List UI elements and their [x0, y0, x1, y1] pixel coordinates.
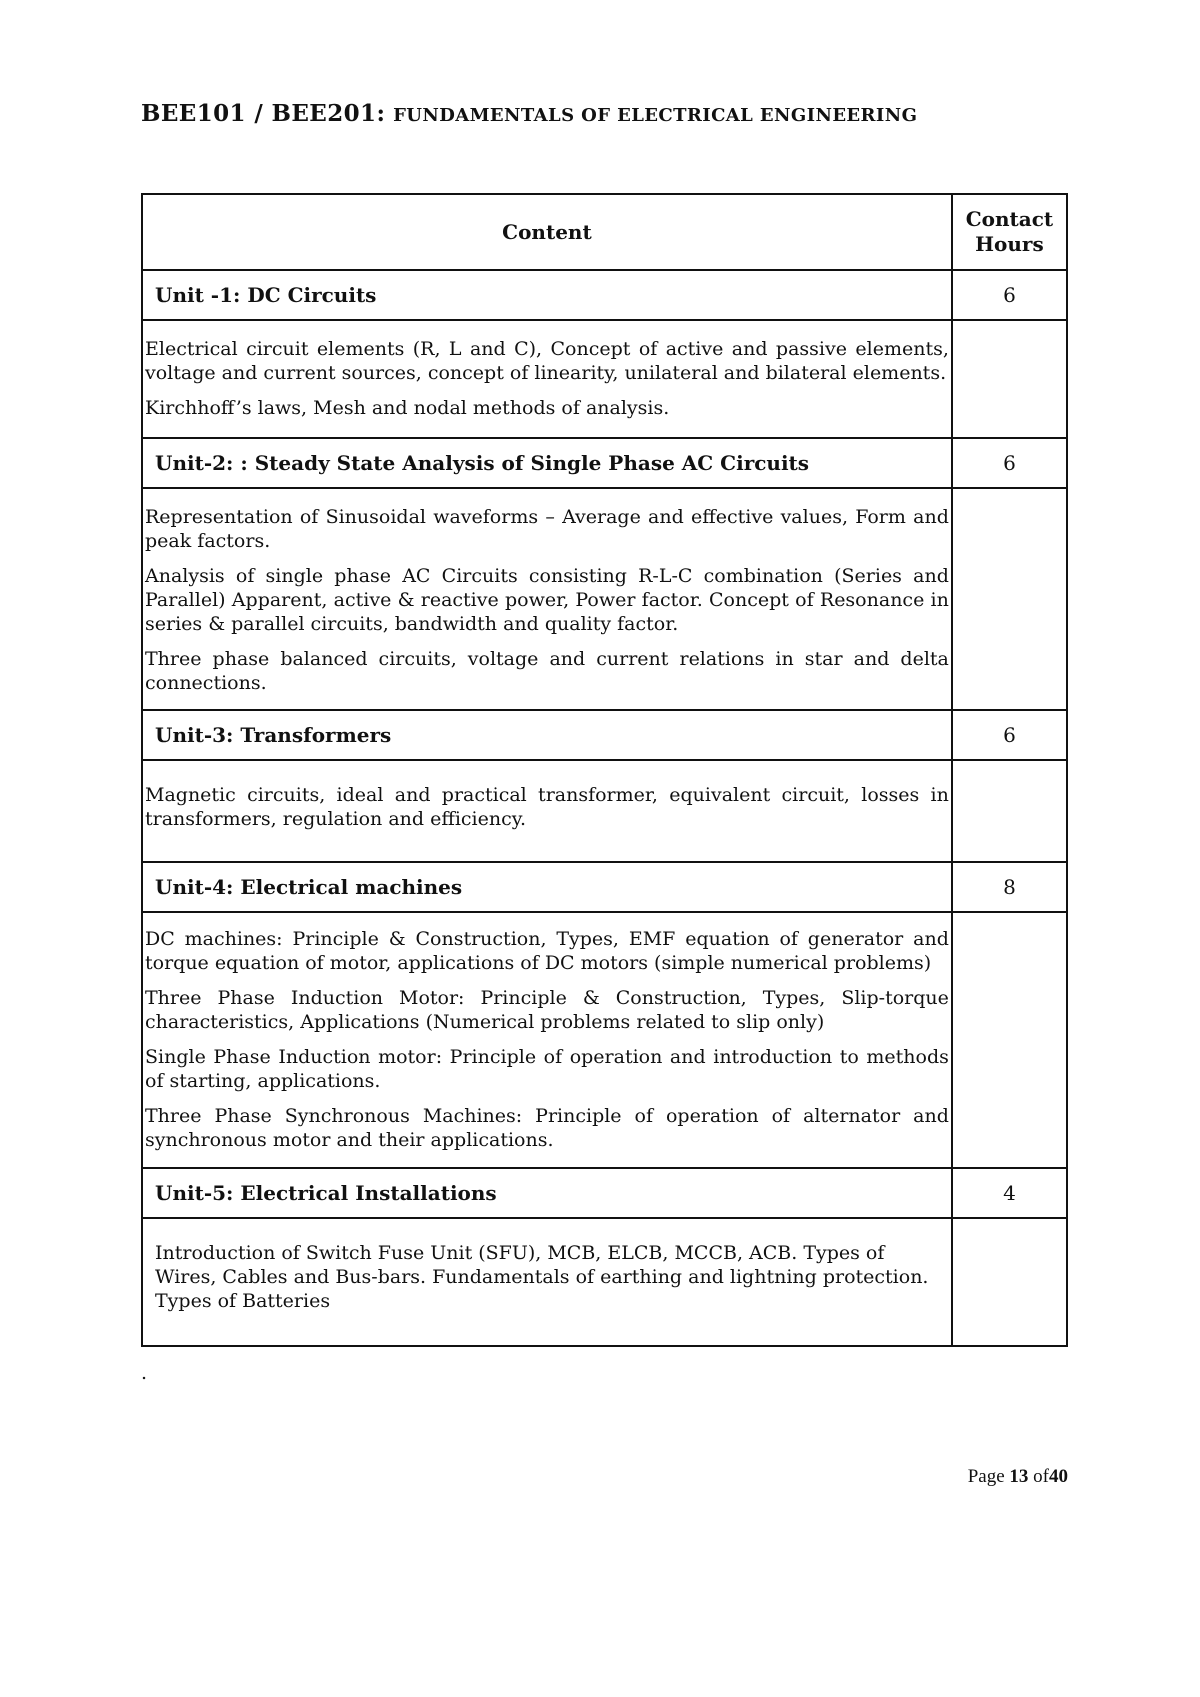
unit-row — [142, 438, 1067, 488]
unit-description-row — [142, 1218, 1067, 1346]
unit-hours: 6 — [952, 710, 1067, 760]
description-paragraph: Three phase balanced circuits, voltage and current relations in star and delta connections. — [145, 648, 949, 694]
course-code: BEE101 / BEE201: — [141, 100, 386, 127]
document-title — [141, 100, 917, 127]
content-header: Content — [142, 194, 952, 270]
empty-hours-cell — [952, 760, 1067, 862]
description-paragraph: Single Phase Induction motor: Principle of operation and introduction to methods of starting, applications. — [145, 1046, 949, 1092]
unit-description-row — [142, 488, 1067, 710]
unit-row — [142, 710, 1067, 760]
unit-description — [142, 488, 952, 710]
page-of: of — [1033, 1466, 1049, 1487]
description-paragraph: Electrical circuit elements (R, L and C), Concept of active and passive elements, voltage and current sources, concept of linearity, unilateral and bilateral elements. — [145, 338, 949, 384]
unit-title: Unit-2: : Steady State Analysis of Single Phase AC Circuits — [142, 438, 952, 488]
course-name: FUNDAMENTALS OF ELECTRICAL ENGINEERING — [393, 105, 918, 126]
empty-hours-cell — [952, 1218, 1067, 1346]
unit-row — [142, 270, 1067, 320]
unit-row — [142, 862, 1067, 912]
description-paragraph: Magnetic circuits, ideal and practical transformer, equivalent circuit, losses in transformers, regulation and efficiency. — [145, 784, 949, 830]
description-paragraph: Three Phase Induction Motor: Principle & Construction, Types, Slip-torque characteristics, Applications (Numerical problems related to slip only) — [145, 987, 949, 1033]
page-current: 13 — [1009, 1466, 1029, 1487]
unit-title: Unit-5: Electrical Installations — [142, 1168, 952, 1218]
unit-description — [142, 320, 952, 438]
unit-description-row — [142, 912, 1067, 1168]
description-paragraph: Representation of Sinusoidal waveforms – Average and effective values, Form and peak factors. — [145, 506, 949, 552]
stray-dot: . — [141, 1362, 148, 1384]
unit-description-row — [142, 760, 1067, 862]
unit-title: Unit-4: Electrical machines — [142, 862, 952, 912]
description-paragraph: Kirchhoff’s laws, Mesh and nodal methods of analysis. — [145, 397, 670, 419]
table-header-row — [142, 194, 1067, 270]
unit-title: Unit -1: DC Circuits — [142, 270, 952, 320]
unit-description-row — [142, 320, 1067, 438]
unit-hours: 8 — [952, 862, 1067, 912]
contact-hours-header: Contact Hours — [952, 194, 1067, 270]
unit-description — [142, 912, 952, 1168]
unit-title: Unit-3: Transformers — [142, 710, 952, 760]
description-paragraph: Three Phase Synchronous Machines: Principle of operation of alternator and synchronous motor and their applications. — [145, 1105, 949, 1151]
empty-hours-cell — [952, 488, 1067, 710]
page-label: Page — [967, 1466, 1005, 1487]
unit-description — [142, 1218, 952, 1346]
unit-hours: 6 — [952, 270, 1067, 320]
unit-hours: 6 — [952, 438, 1067, 488]
description-paragraph: Analysis of single phase AC Circuits consisting R-L-C combination (Series and Parallel) Apparent, active & reactive power, Power factor. Concept of Resonance in series & parallel circuits, bandwidth and quality factor. — [145, 565, 949, 635]
unit-hours: 4 — [952, 1168, 1067, 1218]
description-paragraph: DC machines: Principle & Construction, Types, EMF equation of generator and torque equation of motor, applications of DC motors (simple numerical problems) — [145, 928, 949, 974]
page-total: 40 — [1049, 1466, 1068, 1487]
syllabus-table — [141, 193, 1068, 1347]
description-paragraph: Introduction of Switch Fuse Unit (SFU), MCB, ELCB, MCCB, ACB. Types of Wires, Cables and Bus-bars. Fundamentals of earthing and lightning protection. Types of Batteries — [155, 1242, 929, 1312]
unit-row — [142, 1168, 1067, 1218]
unit-description — [142, 760, 952, 862]
empty-hours-cell — [952, 912, 1067, 1168]
page-number — [968, 1466, 1068, 1488]
empty-hours-cell — [952, 320, 1067, 438]
